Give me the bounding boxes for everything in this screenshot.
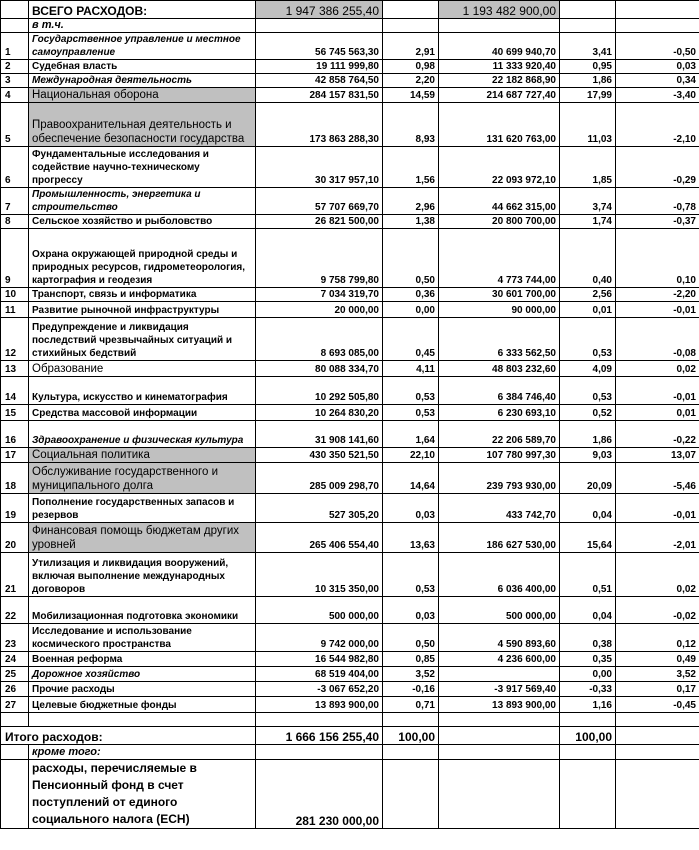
row-index: 13 bbox=[1, 361, 29, 377]
row-index: 11 bbox=[1, 302, 29, 318]
row-label: Финансовая помощь бюджетам других уровней bbox=[29, 523, 256, 553]
row-pct-b: 0,95 bbox=[560, 60, 616, 74]
row-sum-b: 4 236 600,00 bbox=[439, 652, 560, 667]
table-row bbox=[1, 682, 699, 697]
extra-value: 281 230 000,00 bbox=[256, 760, 383, 829]
row-pct-a: 4,11 bbox=[383, 361, 439, 377]
row-sum-b: 11 333 920,40 bbox=[439, 60, 560, 74]
table-row bbox=[1, 215, 699, 229]
empty-cell bbox=[439, 745, 560, 760]
table-row bbox=[1, 463, 699, 494]
row-diff: 0,02 bbox=[616, 553, 699, 597]
row-sum-a: 9 742 000,00 bbox=[256, 624, 383, 652]
row-pct-b: 1,86 bbox=[560, 74, 616, 88]
total-label: Итого расходов: bbox=[1, 727, 256, 745]
row-pct-a: 0,36 bbox=[383, 288, 439, 302]
empty-cell bbox=[29, 713, 256, 727]
row-pct-b: 17,99 bbox=[560, 88, 616, 103]
row-index: 26 bbox=[1, 682, 29, 697]
row-label: Целевые бюджетные фонды bbox=[29, 697, 256, 713]
total-pct-a: 100,00 bbox=[383, 727, 439, 745]
row-label: Средства массовой информации bbox=[29, 405, 256, 421]
row-sum-b: 20 800 700,00 bbox=[439, 215, 560, 229]
row-diff: 0,12 bbox=[616, 624, 699, 652]
empty-cell bbox=[560, 19, 616, 33]
row-pct-b: 0,04 bbox=[560, 597, 616, 624]
row-pct-b: 3,41 bbox=[560, 33, 616, 60]
empty-cell bbox=[616, 727, 699, 745]
row-diff: -5,46 bbox=[616, 463, 699, 494]
table-row bbox=[1, 60, 699, 74]
row-label: Здравоохранение и физическая культура bbox=[29, 421, 256, 448]
row-pct-b: 0,51 bbox=[560, 553, 616, 597]
row-label: Международная деятельность bbox=[29, 74, 256, 88]
row-diff: -0,50 bbox=[616, 33, 699, 60]
table-row bbox=[1, 361, 699, 377]
row-pct-b: 1,16 bbox=[560, 697, 616, 713]
row-sum-b: 4 773 744,00 bbox=[439, 229, 560, 288]
row-pct-a: 22,10 bbox=[383, 448, 439, 463]
row-sum-b: 4 590 893,60 bbox=[439, 624, 560, 652]
in-that-row bbox=[1, 19, 699, 33]
empty-cell bbox=[256, 19, 383, 33]
row-index: 12 bbox=[1, 318, 29, 361]
table-row bbox=[1, 377, 699, 405]
row-diff: -2,01 bbox=[616, 523, 699, 553]
empty-cell bbox=[616, 745, 699, 760]
row-pct-b: 0,00 bbox=[560, 667, 616, 682]
row-sum-b: 6 230 693,10 bbox=[439, 405, 560, 421]
row-sum-b: 22 206 589,70 bbox=[439, 421, 560, 448]
table-row bbox=[1, 624, 699, 652]
empty-cell bbox=[383, 760, 439, 829]
row-diff: -0,01 bbox=[616, 494, 699, 523]
row-sum-b: 22 093 972,10 bbox=[439, 147, 560, 188]
empty-cell bbox=[616, 19, 699, 33]
total-row bbox=[1, 727, 699, 745]
empty-cell bbox=[256, 745, 383, 760]
row-index: 7 bbox=[1, 188, 29, 215]
row-sum-a: 56 745 563,30 bbox=[256, 33, 383, 60]
row-pct-a: 0,03 bbox=[383, 597, 439, 624]
header-pct-b-cell bbox=[560, 1, 616, 19]
row-sum-b: 90 000,00 bbox=[439, 302, 560, 318]
row-pct-b: 0,01 bbox=[560, 302, 616, 318]
row-diff: -0,01 bbox=[616, 302, 699, 318]
header-index-cell bbox=[1, 1, 29, 19]
row-label: Мобилизационная подготовка экономики bbox=[29, 597, 256, 624]
row-pct-b: 0,52 bbox=[560, 405, 616, 421]
row-diff: -0,45 bbox=[616, 697, 699, 713]
row-pct-a: 0,85 bbox=[383, 652, 439, 667]
row-sum-b bbox=[439, 667, 560, 682]
row-diff: -0,78 bbox=[616, 188, 699, 215]
table-row bbox=[1, 229, 699, 288]
empty-cell bbox=[383, 19, 439, 33]
empty-cell bbox=[1, 19, 29, 33]
row-index: 23 bbox=[1, 624, 29, 652]
row-label: Исследование и использование космического пространства bbox=[29, 624, 256, 652]
table-row bbox=[1, 697, 699, 713]
row-diff: 13,07 bbox=[616, 448, 699, 463]
row-diff: -0,01 bbox=[616, 377, 699, 405]
row-pct-a: 0,53 bbox=[383, 377, 439, 405]
row-index: 25 bbox=[1, 667, 29, 682]
row-sum-b: 433 742,70 bbox=[439, 494, 560, 523]
row-index: 24 bbox=[1, 652, 29, 667]
empty-cell bbox=[560, 745, 616, 760]
row-sum-b: -3 917 569,40 bbox=[439, 682, 560, 697]
empty-cell bbox=[383, 745, 439, 760]
header-label: ВСЕГО РАСХОДОВ: bbox=[29, 1, 256, 19]
row-diff: 0,01 bbox=[616, 405, 699, 421]
row-sum-a: 42 858 764,50 bbox=[256, 74, 383, 88]
row-pct-a: 1,56 bbox=[383, 147, 439, 188]
row-pct-b: 20,09 bbox=[560, 463, 616, 494]
row-index: 27 bbox=[1, 697, 29, 713]
row-sum-b: 6 036 400,00 bbox=[439, 553, 560, 597]
empty-cell bbox=[439, 19, 560, 33]
row-sum-b: 44 662 315,00 bbox=[439, 188, 560, 215]
row-index: 17 bbox=[1, 448, 29, 463]
row-diff: -3,40 bbox=[616, 88, 699, 103]
row-pct-b: 15,64 bbox=[560, 523, 616, 553]
row-diff: -0,22 bbox=[616, 421, 699, 448]
row-sum-a: -3 067 652,20 bbox=[256, 682, 383, 697]
row-sum-a: 80 088 334,70 bbox=[256, 361, 383, 377]
row-index: 5 bbox=[1, 103, 29, 147]
row-label: Судебная власть bbox=[29, 60, 256, 74]
row-label: Обслуживание государственного и муниципального долга bbox=[29, 463, 256, 494]
row-sum-a: 19 111 999,80 bbox=[256, 60, 383, 74]
row-label: Фундаментальные исследования и содействие научно-техническому прогрессу bbox=[29, 147, 256, 188]
row-sum-a: 57 707 669,70 bbox=[256, 188, 383, 215]
row-index: 20 bbox=[1, 523, 29, 553]
row-pct-b: 1,74 bbox=[560, 215, 616, 229]
row-index: 19 bbox=[1, 494, 29, 523]
row-pct-b: 9,03 bbox=[560, 448, 616, 463]
row-label: Дорожное хозяйство bbox=[29, 667, 256, 682]
row-pct-a: 0,98 bbox=[383, 60, 439, 74]
empty-cell bbox=[1, 760, 29, 829]
row-pct-a: 14,64 bbox=[383, 463, 439, 494]
row-diff: -2,20 bbox=[616, 288, 699, 302]
note-row bbox=[1, 745, 699, 760]
row-pct-a: 2,96 bbox=[383, 188, 439, 215]
table-row bbox=[1, 494, 699, 523]
row-pct-b: 3,74 bbox=[560, 188, 616, 215]
row-sum-a: 285 009 298,70 bbox=[256, 463, 383, 494]
row-label: Транспорт, связь и информатика bbox=[29, 288, 256, 302]
row-pct-a: 14,59 bbox=[383, 88, 439, 103]
row-pct-a: 13,63 bbox=[383, 523, 439, 553]
row-label: Охрана окружающей природной среды и природных ресурсов, гидрометеорология, картография и геодезия bbox=[29, 229, 256, 288]
row-sum-a: 284 157 831,50 bbox=[256, 88, 383, 103]
table-row bbox=[1, 74, 699, 88]
table-row bbox=[1, 318, 699, 361]
row-sum-a: 31 908 141,60 bbox=[256, 421, 383, 448]
row-index: 18 bbox=[1, 463, 29, 494]
table-row bbox=[1, 523, 699, 553]
row-label: Развитие рыночной инфраструктуры bbox=[29, 302, 256, 318]
row-sum-a: 13 893 900,00 bbox=[256, 697, 383, 713]
row-diff: 0,34 bbox=[616, 74, 699, 88]
row-label: Национальная оборона bbox=[29, 88, 256, 103]
row-pct-a: 8,93 bbox=[383, 103, 439, 147]
row-sum-b: 6 384 746,40 bbox=[439, 377, 560, 405]
row-sum-b: 13 893 900,00 bbox=[439, 697, 560, 713]
row-pct-a: 0,00 bbox=[383, 302, 439, 318]
header-sum-b: 1 193 482 900,00 bbox=[439, 1, 560, 19]
row-label: Прочие расходы bbox=[29, 682, 256, 697]
row-sum-b: 40 699 940,70 bbox=[439, 33, 560, 60]
row-index: 6 bbox=[1, 147, 29, 188]
header-diff-cell bbox=[616, 1, 699, 19]
table-row bbox=[1, 553, 699, 597]
row-label: Промышленность, энергетика и строительство bbox=[29, 188, 256, 215]
empty-cell bbox=[1, 713, 29, 727]
empty-cell bbox=[616, 713, 699, 727]
row-pct-a: 2,20 bbox=[383, 74, 439, 88]
row-diff: -0,37 bbox=[616, 215, 699, 229]
row-pct-b: 0,04 bbox=[560, 494, 616, 523]
empty-cell bbox=[439, 713, 560, 727]
row-pct-b: 0,35 bbox=[560, 652, 616, 667]
row-diff: 0,03 bbox=[616, 60, 699, 74]
row-sum-b: 500 000,00 bbox=[439, 597, 560, 624]
row-index: 4 bbox=[1, 88, 29, 103]
table-row bbox=[1, 448, 699, 463]
row-sum-a: 7 034 319,70 bbox=[256, 288, 383, 302]
table-row bbox=[1, 88, 699, 103]
row-pct-b: -0,33 bbox=[560, 682, 616, 697]
empty-cell bbox=[560, 713, 616, 727]
row-sum-b: 186 627 530,00 bbox=[439, 523, 560, 553]
row-label: Утилизация и ликвидация вооружений, включая выполнение международных договоров bbox=[29, 553, 256, 597]
table-row bbox=[1, 147, 699, 188]
table-row bbox=[1, 33, 699, 60]
table-row bbox=[1, 597, 699, 624]
row-index: 16 bbox=[1, 421, 29, 448]
empty-cell bbox=[383, 713, 439, 727]
table-row bbox=[1, 302, 699, 318]
row-pct-a: 0,53 bbox=[383, 405, 439, 421]
row-pct-b: 4,09 bbox=[560, 361, 616, 377]
row-index: 22 bbox=[1, 597, 29, 624]
row-sum-a: 265 406 554,40 bbox=[256, 523, 383, 553]
row-sum-b: 22 182 868,90 bbox=[439, 74, 560, 88]
spacer-row bbox=[1, 713, 699, 727]
row-diff: 0,10 bbox=[616, 229, 699, 288]
table-row bbox=[1, 652, 699, 667]
row-pct-a: 3,52 bbox=[383, 667, 439, 682]
row-pct-a: 2,91 bbox=[383, 33, 439, 60]
row-pct-b: 0,38 bbox=[560, 624, 616, 652]
footer-note: кроме того: bbox=[29, 745, 256, 760]
row-pct-a: 1,64 bbox=[383, 421, 439, 448]
row-pct-b: 2,56 bbox=[560, 288, 616, 302]
empty-cell bbox=[560, 760, 616, 829]
row-diff: -0,02 bbox=[616, 597, 699, 624]
row-diff: 3,52 bbox=[616, 667, 699, 682]
table-row bbox=[1, 405, 699, 421]
row-sum-a: 500 000,00 bbox=[256, 597, 383, 624]
row-index: 8 bbox=[1, 215, 29, 229]
table-row bbox=[1, 667, 699, 682]
extra-row bbox=[1, 760, 699, 829]
row-label: Предупреждение и ликвидация последствий чрезвычайных ситуаций и стихийных бедствий bbox=[29, 318, 256, 361]
row-pct-a: 0,50 bbox=[383, 624, 439, 652]
row-index: 21 bbox=[1, 553, 29, 597]
in-that-label: в т.ч. bbox=[29, 19, 256, 33]
row-pct-a: 0,45 bbox=[383, 318, 439, 361]
row-sum-a: 20 000,00 bbox=[256, 302, 383, 318]
row-diff: 0,02 bbox=[616, 361, 699, 377]
total-sum-a: 1 666 156 255,40 bbox=[256, 727, 383, 745]
row-pct-b: 1,86 bbox=[560, 421, 616, 448]
row-pct-a: -0,16 bbox=[383, 682, 439, 697]
row-sum-b: 239 793 930,00 bbox=[439, 463, 560, 494]
row-diff: -2,10 bbox=[616, 103, 699, 147]
row-sum-b: 6 333 562,50 bbox=[439, 318, 560, 361]
empty-cell bbox=[439, 727, 560, 745]
row-label: Государственное управление и местное самоуправление bbox=[29, 33, 256, 60]
row-diff: 0,17 bbox=[616, 682, 699, 697]
row-sum-a: 173 863 288,30 bbox=[256, 103, 383, 147]
row-diff: 0,49 bbox=[616, 652, 699, 667]
header-pct-a-cell bbox=[383, 1, 439, 19]
row-label: Культура, искусство и кинематография bbox=[29, 377, 256, 405]
row-diff: -0,08 bbox=[616, 318, 699, 361]
row-sum-a: 527 305,20 bbox=[256, 494, 383, 523]
row-sum-b: 30 601 700,00 bbox=[439, 288, 560, 302]
row-sum-a: 9 758 799,80 bbox=[256, 229, 383, 288]
extra-label: расходы, перечисляемые в Пенсионный фонд в счет поступлений от единого социального налога (ЕСН) bbox=[29, 760, 256, 829]
row-index: 1 bbox=[1, 33, 29, 60]
header-sum-a: 1 947 386 255,40 bbox=[256, 1, 383, 19]
row-sum-a: 30 317 957,10 bbox=[256, 147, 383, 188]
row-sum-a: 10 315 350,00 bbox=[256, 553, 383, 597]
row-sum-a: 430 350 521,50 bbox=[256, 448, 383, 463]
empty-cell bbox=[1, 745, 29, 760]
row-sum-b: 131 620 763,00 bbox=[439, 103, 560, 147]
row-pct-a: 0,03 bbox=[383, 494, 439, 523]
row-index: 14 bbox=[1, 377, 29, 405]
row-sum-a: 26 821 500,00 bbox=[256, 215, 383, 229]
row-pct-b: 0,40 bbox=[560, 229, 616, 288]
row-diff: -0,29 bbox=[616, 147, 699, 188]
row-label: Социальная политика bbox=[29, 448, 256, 463]
row-pct-b: 0,53 bbox=[560, 377, 616, 405]
table-row bbox=[1, 188, 699, 215]
row-pct-a: 0,71 bbox=[383, 697, 439, 713]
row-sum-b: 107 780 997,30 bbox=[439, 448, 560, 463]
row-index: 10 bbox=[1, 288, 29, 302]
row-sum-a: 10 264 830,20 bbox=[256, 405, 383, 421]
row-pct-b: 1,85 bbox=[560, 147, 616, 188]
row-label: Сельское хозяйство и рыболовство bbox=[29, 215, 256, 229]
row-sum-a: 16 544 982,80 bbox=[256, 652, 383, 667]
row-sum-b: 48 803 232,60 bbox=[439, 361, 560, 377]
empty-cell bbox=[616, 760, 699, 829]
row-pct-a: 0,53 bbox=[383, 553, 439, 597]
table-row bbox=[1, 421, 699, 448]
empty-cell bbox=[439, 760, 560, 829]
row-pct-b: 11,03 bbox=[560, 103, 616, 147]
row-label: Правоохранительная деятельность и обеспечение безопасности государства bbox=[29, 103, 256, 147]
row-sum-a: 68 519 404,00 bbox=[256, 667, 383, 682]
row-sum-b: 214 687 727,40 bbox=[439, 88, 560, 103]
total-pct-b: 100,00 bbox=[560, 727, 616, 745]
row-index: 9 bbox=[1, 229, 29, 288]
table-row bbox=[1, 103, 699, 147]
row-label: Пополнение государственных запасов и резервов bbox=[29, 494, 256, 523]
row-label: Образование bbox=[29, 361, 256, 377]
row-sum-a: 10 292 505,80 bbox=[256, 377, 383, 405]
row-pct-b: 0,53 bbox=[560, 318, 616, 361]
row-pct-a: 0,50 bbox=[383, 229, 439, 288]
row-sum-a: 8 693 085,00 bbox=[256, 318, 383, 361]
row-pct-a: 1,38 bbox=[383, 215, 439, 229]
row-label: Военная реформа bbox=[29, 652, 256, 667]
row-index: 2 bbox=[1, 60, 29, 74]
header-row bbox=[1, 1, 699, 19]
row-index: 3 bbox=[1, 74, 29, 88]
empty-cell bbox=[256, 713, 383, 727]
table-row bbox=[1, 288, 699, 302]
row-index: 15 bbox=[1, 405, 29, 421]
